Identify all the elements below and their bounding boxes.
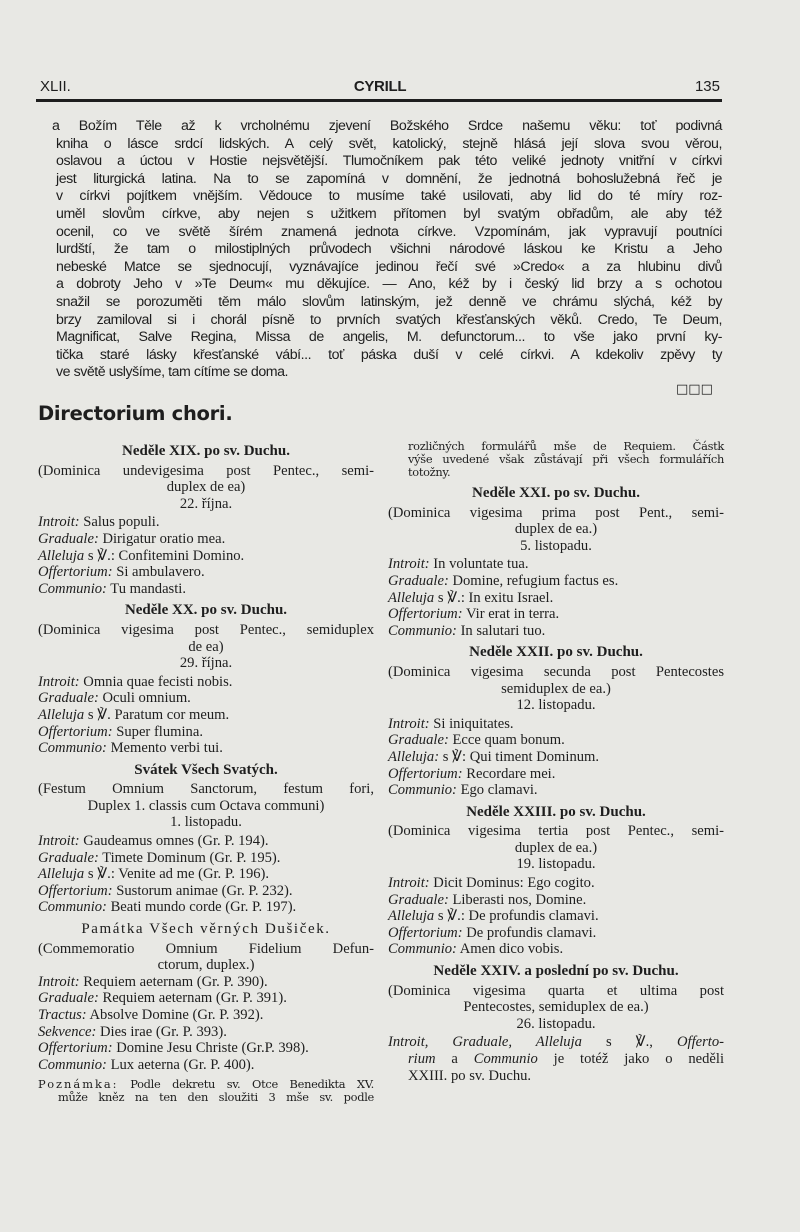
proper-text: s ℣.: De profundis clamavi. [434,908,599,925]
entry-date: 12. listopadu. [516,697,596,714]
final-italic: Offerto- [676,1034,725,1051]
liturgy-entry [388,485,724,639]
proper-item [388,875,724,892]
proper-label: Communio: [388,622,457,639]
note-line: totožny. [408,465,451,479]
entry-title: Neděle XXIII. po sv. Duchu. [466,803,646,820]
entry-subtitle: duplex de ea.) [514,521,598,538]
proper-item [388,749,724,766]
proper-text: Super flumina. [112,723,203,740]
proper-item [388,573,724,590]
liturgy-entry [38,762,374,916]
header-rule [36,99,722,102]
entry-title: Svátek Všech Svatých. [134,761,278,778]
proper-label: Introit: [38,514,80,531]
paragraph-line: Magnificat, Salve Regina, Missa de angelis, M. defunctorum... to vše jako první ky- [56,329,722,346]
paragraph-line: jest liturgická latina. Na to se zapomíná v domnění, že jednotná bohoslužebná řeč je [56,170,722,187]
proper-label: Communio: [388,782,457,799]
paragraph-line: a Božím Těle až k vrcholnému zjevení Božského Srdce našemu věku: toť podivná [52,118,722,134]
proper-text: Requiem aeternam (Gr. P. 391). [98,990,287,1007]
entry-title: Neděle XXIV. a poslední po sv. Duchu. [433,963,679,980]
proper-label: Graduale: [388,572,449,589]
liturgy-entry [38,443,374,597]
entry-date: 19. listopadu. [516,856,596,873]
final-text: s ℣., [581,1034,677,1051]
proper-item [38,1024,374,1041]
proper-label: Introit: [38,833,80,850]
paragraph-line: a dobroty Jeho v »Te Deum« mu děkujíce. — Ano, kéž by i český lid brzy a s ochotou [56,276,722,293]
proper-item [38,581,374,598]
final-italic: rium [408,1051,436,1067]
paragraph-line: kniha o lásce srdcí lidských. A celý svět, katolický, stejně hlásá její slova svou věrou, [56,135,722,152]
proper-item [38,690,374,707]
page-number: 135 [694,78,720,95]
proper-text: Vir erat in terra. [462,606,560,623]
proper-text: Amen dico vobis. [456,941,564,958]
final-italic: Communio [473,1051,538,1067]
entry-subtitle: ctorum, duplex.) [157,957,255,974]
proper-label: Introit: [38,673,80,690]
entry-subtitle: (Dominica vigesima secunda post Pentecostes [388,663,724,680]
proper-label: Alleluja [38,706,85,723]
proper-text: Ego clamavi. [456,782,538,799]
final-italic: Introit, Graduale, Alleluja [388,1034,582,1051]
entry-subtitle: (Dominica undevigesima post Pentec., semi- [38,462,374,479]
proper-label: Communio: [38,1056,107,1073]
proper-text: Salus populi. [79,514,160,531]
entry-subtitle: (Dominica vigesima tertia post Pentec., semi- [388,823,724,840]
proper-text: Lux aeterna (Gr. P. 400). [106,1056,255,1073]
proper-item [38,990,374,1007]
proper-text: Absolve Domine (Gr. P. 392). [86,1007,264,1023]
proper-item [38,707,374,724]
proper-text: Omnia quae fecisti nobis. [79,673,233,690]
entry-subtitle: duplex de ea) [166,479,246,496]
left-column [38,443,374,1104]
entry-subtitle: (Dominica vigesima quarta et ultima post [388,982,724,999]
proper-text: In salutari tuo. [456,622,546,639]
proper-label: Graduale: [388,891,449,908]
entry-subtitle: (Dominica vigesima post Pentec., semiduplex [38,621,374,638]
entry-subtitle: duplex de ea.) [514,839,598,856]
final-text: a [435,1051,474,1067]
entry-subtitle: (Festum Omnium Sanctorum, festum fori, [38,781,374,798]
proper-text: s ℣.: In exitu Israel. [434,589,554,606]
proper-item [38,1040,374,1057]
proper-label: Tractus: [38,1007,87,1023]
proper-text: Requiem aeternam (Gr. P. 390). [79,973,268,990]
note-text: Podle dekretu sv. Otce Benedikta XV. [118,1077,374,1092]
note-line: rozličných formulářů mše de Requiem. Částk [408,439,724,453]
entry-date: 26. listopadu. [516,1015,596,1032]
proper-label: Alleluja: [388,748,440,765]
proper-item [38,899,374,916]
paragraph-line: v církvi pojítkem vnějším. Vědouce to musíme také usilovati, aby lid do té míry roz- [56,188,722,205]
proper-item [38,833,374,850]
paragraph-line: ocenil, co ve světě šírém znamená jednota církve. Vzpomínám, jak vypravují poutníci [56,223,722,240]
proper-item [388,925,724,942]
proper-item [388,892,724,909]
body-paragraph [52,118,722,382]
entry-title: Neděle XXII. po sv. Duchu. [469,644,643,661]
proper-label: Offertorium: [388,924,463,941]
proper-label: Graduale: [388,732,449,749]
proper-item [388,941,724,958]
entry-subtitle: Duplex 1. classis cum Octava communi) [87,797,325,814]
entry-title: Památka Všech věrných Dušiček. [81,921,331,938]
paragraph-line: brzy zamiloval si i chorál písně to prvních svatých křesťanských věků. Credo, Te Deum, [56,311,722,328]
paragraph-line: lurdští, že tam o milostiplných průvodech všichni národové láskou ke Kristu a Jeho [56,241,722,258]
end-mark-icon: □□□ [676,382,713,397]
proper-item [388,716,724,733]
proper-item [38,866,374,883]
note-line: výše uvedené však zůstávají při všech formulářích [408,452,724,466]
proper-item [38,548,374,565]
proper-label: Communio: [38,740,107,757]
proper-label: Introit: [38,973,80,990]
proper-text: s ℣: Qui timent Dominum. [439,748,600,765]
proper-item [388,766,724,783]
entry-subtitle: semiduplex de ea.) [501,680,611,697]
final-text: je totéž jako o neděli [537,1051,724,1067]
entry-subtitle: Pentecostes, semiduplex de ea.) [463,999,649,1016]
proper-item [388,623,724,640]
liturgy-entry [38,921,374,1073]
proper-text: Dicit Dominus: Ego cogito. [429,875,595,892]
entry-date: 1. listopadu. [170,814,242,831]
proper-item [38,1057,374,1074]
proper-text: Sustorum animae (Gr. P. 232). [112,882,293,899]
proper-item [388,732,724,749]
proper-text: De profundis clamavi. [462,924,597,941]
proper-text: s ℣.: Venite ad me (Gr. P. 196). [84,866,270,883]
proper-label: Alleluja [38,866,85,883]
proper-label: Graduale: [38,849,99,866]
proper-item [38,850,374,867]
paragraph-line: snažil se porozuměti těm málo slovům latinským, jež denně ve chrámu slýchá, kéž by [56,293,722,310]
volume-number: XLII. [40,78,71,95]
proper-text: Oculi omnium. [98,690,191,707]
proper-text: In voluntate tua. [429,556,529,573]
proper-item [38,740,374,757]
proper-item [38,724,374,741]
final-line: XXIII. po sv. Duchu. [408,1067,532,1084]
paragraph-line: nebeské Matce se sjednocují, vyznávajíce jedinou řečí své »Credo« a za hlubinu divů [56,258,722,275]
proper-item [38,974,374,991]
final-line [388,1051,724,1068]
footnote [38,1078,374,1104]
proper-text: Dirigatur oratio mea. [98,530,226,547]
proper-item [38,564,374,581]
proper-label: Communio: [38,580,107,597]
proper-text: Memento verbi tui. [106,740,223,757]
note-line: může kněz na ten den sloužiti 3 mše sv. podle [58,1090,374,1105]
entry-date: 22. října. [179,495,233,512]
proper-label: Alleluja [38,547,85,564]
liturgy-entry [388,804,724,958]
proper-item [388,782,724,799]
liturgy-entry [388,644,724,798]
proper-text: Gaudeamus omnes (Gr. P. 194). [79,833,269,850]
proper-label: Introit: [388,875,430,892]
proper-text: Tu mandasti. [106,580,186,597]
proper-text: Si iniquitates. [429,715,514,732]
proper-item [388,556,724,573]
section-heading: Directorium chori. [38,402,233,425]
proper-text: Liberasti nos, Domine. [448,891,587,908]
proper-item [388,590,724,607]
proper-item [38,514,374,531]
proper-text: Timete Dominum (Gr. P. 195). [98,849,281,866]
final-line [388,1034,724,1051]
proper-label: Graduale: [38,690,99,707]
proper-text: Ecce quam bonum. [448,732,565,749]
entry-date: 29. října. [179,655,233,672]
proper-label: Alleluja [388,589,435,606]
proper-text: Beati mundo corde (Gr. P. 197). [106,899,297,916]
entry-title: Neděle XX. po sv. Duchu. [124,602,288,619]
proper-label: Communio: [388,941,457,958]
proper-label: Offertorium: [38,564,113,581]
running-header [38,78,722,100]
journal-title: CYRILL [353,78,407,95]
entry-title: Neděle XIX. po sv. Duchu. [122,443,290,459]
final-note [388,1034,724,1084]
entry-title: Neděle XXI. po sv. Duchu. [472,485,640,501]
proper-label: Offertorium: [38,723,113,740]
entry-subtitle: (Dominica vigesima prima post Pent., semi- [388,504,724,521]
proper-item [388,606,724,623]
liturgy-entry [38,602,374,756]
paragraph-line: oslavou a úctou v Hostie nejsvětější. Tlumočníkem pak této veliké jednoty vnitřní v církvi [56,153,722,170]
proper-item [38,883,374,900]
proper-text: Recordare mei. [462,765,556,782]
entry-subtitle: de ea) [188,638,224,655]
proper-label: Introit: [388,715,430,732]
paragraph-line: tička staré lásky křesťanské vábí... toť páska duší v celé církvi. A kdekoliv zpěvy ty [56,346,722,363]
proper-text: Domine, refugium factus es. [448,572,619,589]
proper-text: Si ambulavero. [112,564,205,581]
proper-label: Sekvence: [38,1023,97,1040]
proper-label: Graduale: [38,530,99,547]
proper-label: Alleluja [388,908,435,925]
right-column [388,440,724,1089]
proper-item [38,674,374,691]
proper-label: Offertorium: [38,882,113,899]
proper-item [38,1007,374,1024]
proper-text: s ℣.: Confitemini Domino. [84,547,245,564]
paragraph-line: ve světě uslyšíme, tam cítíme se doma. [56,364,289,381]
proper-label: Graduale: [38,990,99,1007]
proper-item [388,908,724,925]
paragraph-line: uměl slovům církve, aby nejen s užitkem přítomen byl svatým obřadům, ale aby též [56,205,722,222]
proper-text: s ℣. Paratum cor meum. [84,706,230,723]
proper-text: Dies irae (Gr. P. 393). [96,1023,227,1040]
proper-label: Communio: [38,899,107,916]
proper-label: Offertorium: [388,765,463,782]
note-keyword: Poznámka: [38,1077,119,1092]
proper-text: Domine Jesu Christe (Gr.P. 398). [112,1040,309,1057]
proper-label: Offertorium: [38,1040,113,1057]
proper-label: Offertorium: [388,606,463,623]
entry-date: 5. listopadu. [520,537,592,554]
proper-label: Introit: [388,556,430,573]
proper-item [38,531,374,548]
liturgy-entry [388,963,724,1084]
entry-subtitle: (Commemoratio Omnium Fidelium Defun- [38,940,374,957]
footnote-continued [388,440,724,479]
